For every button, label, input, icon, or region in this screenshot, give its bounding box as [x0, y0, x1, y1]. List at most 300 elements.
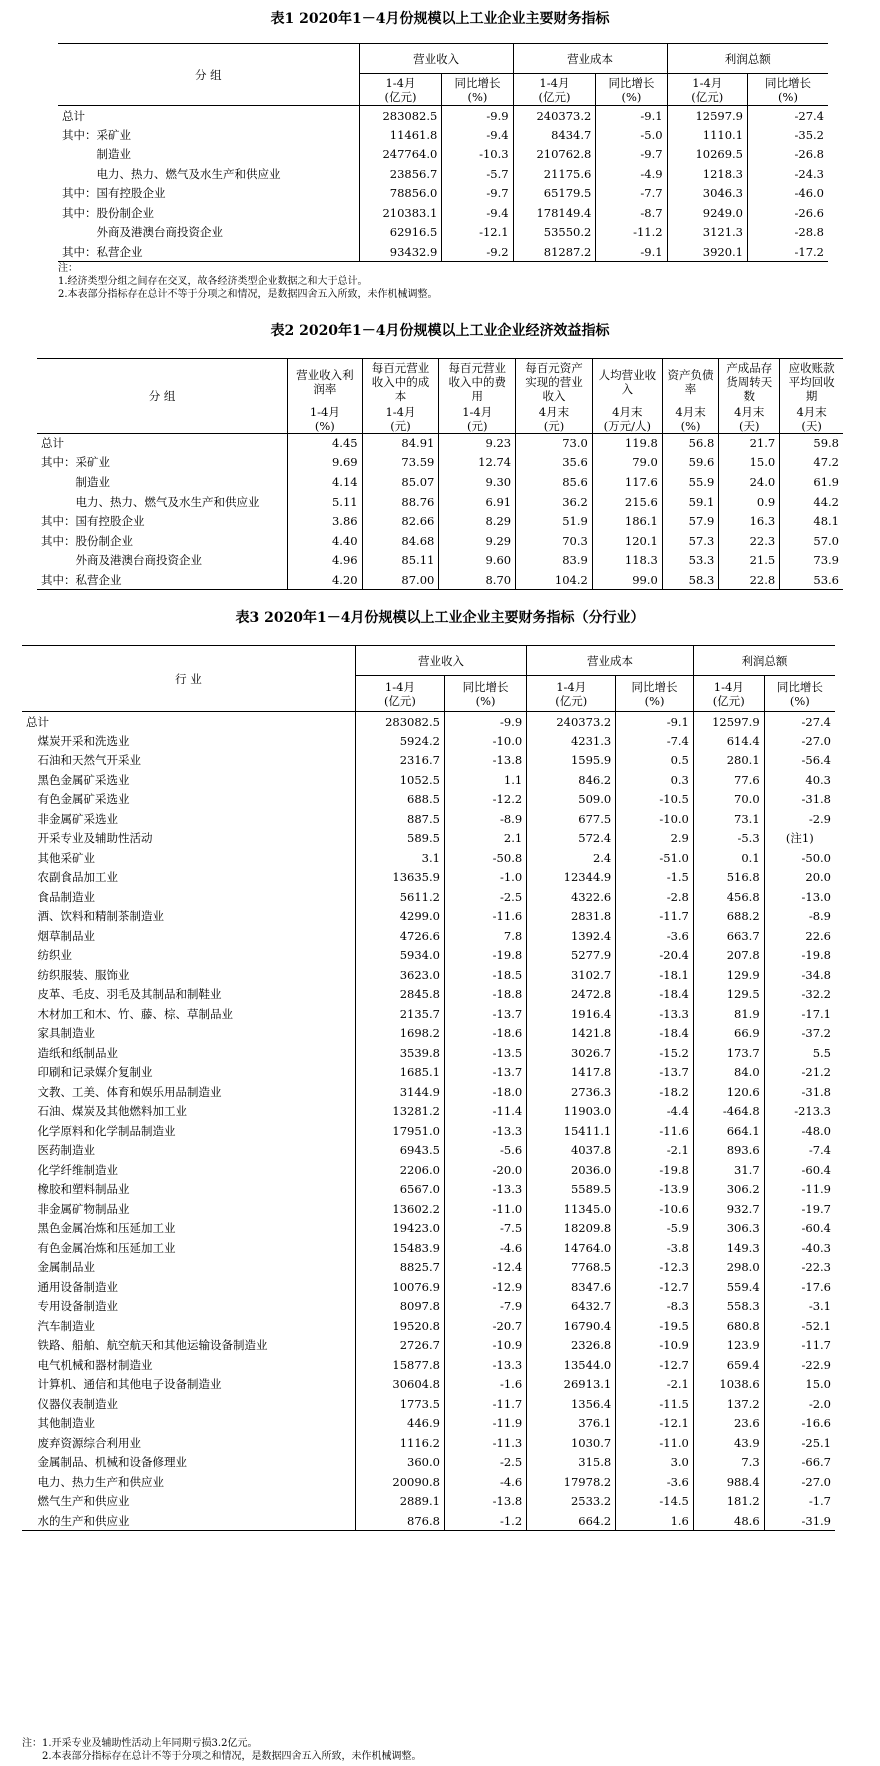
row-label: 其中：国有控股企业 — [62, 186, 166, 201]
cell-value: -5.0 — [596, 125, 667, 145]
row-label: 其中：采矿业 — [41, 455, 110, 470]
cell-value: -1.6 — [444, 1375, 526, 1395]
cell-value: 663.7 — [693, 926, 764, 946]
row-label: 燃气生产和供应业 — [26, 1494, 130, 1509]
table-row — [22, 887, 835, 907]
column-subheader: 1-4月 (亿元) — [513, 74, 596, 106]
cell-value: 35.6 — [516, 453, 593, 473]
cell-value: -11.0 — [616, 1433, 694, 1453]
cell-value: 129.5 — [693, 985, 764, 1005]
cell-value: 0.1 — [693, 848, 764, 868]
table-row — [22, 1433, 835, 1453]
cell-value: -12.9 — [444, 1277, 526, 1297]
cell-value: -10.0 — [444, 731, 526, 751]
table-row — [22, 1394, 835, 1414]
cell-value: 11461.8 — [359, 125, 442, 145]
cell-value: 22.3 — [719, 531, 780, 551]
cell-value: -213.3 — [764, 1102, 835, 1122]
cell-value: 81287.2 — [513, 242, 596, 262]
cell-value: 1116.2 — [355, 1433, 444, 1453]
cell-value: 1.6 — [616, 1511, 694, 1531]
cell-value: (注1) — [764, 829, 835, 849]
cell-value: 887.5 — [355, 809, 444, 829]
cell-value: 0.5 — [616, 751, 694, 771]
table1-header-revenue: 营业收入 — [359, 44, 513, 74]
column-subheader: 1-4月 (%) — [288, 405, 363, 434]
cell-value: -18.2 — [616, 1082, 694, 1102]
table-row — [58, 184, 828, 204]
cell-value: 456.8 — [693, 887, 764, 907]
cell-value: 210383.1 — [359, 203, 442, 223]
cell-value: 36.2 — [516, 492, 593, 512]
cell-value: -18.0 — [444, 1082, 526, 1102]
cell-value: 240373.2 — [527, 712, 616, 732]
table-row — [22, 848, 835, 868]
cell-value: -7.4 — [764, 1141, 835, 1161]
cell-value: 2.1 — [444, 829, 526, 849]
cell-value: 15.0 — [764, 1375, 835, 1395]
cell-value: 3144.9 — [355, 1082, 444, 1102]
table1-header-cost: 营业成本 — [513, 44, 667, 74]
row-label: 酒、饮料和精制茶制造业 — [26, 909, 164, 924]
cell-value: 53550.2 — [513, 223, 596, 243]
cell-value: 137.2 — [693, 1394, 764, 1414]
cell-value: 846.2 — [527, 770, 616, 790]
cell-value: 56.8 — [662, 433, 718, 453]
table-row — [37, 531, 843, 551]
cell-value: -18.1 — [616, 965, 694, 985]
cell-value: -2.1 — [616, 1141, 694, 1161]
cell-value: -1.0 — [444, 868, 526, 888]
row-label: 其他制造业 — [26, 1416, 95, 1431]
cell-value: 2736.3 — [527, 1082, 616, 1102]
note-line: 2.本表部分指标存在总计不等于分项之和情况，是数据四舍五入所致，未作机械调整。 — [22, 1751, 422, 1762]
column-header: 人均营业收入 — [592, 359, 662, 405]
cell-value: -11.9 — [444, 1414, 526, 1434]
cell-value: -7.9 — [444, 1297, 526, 1317]
cell-value: 22.6 — [764, 926, 835, 946]
cell-value: 516.8 — [693, 868, 764, 888]
cell-value: -51.0 — [616, 848, 694, 868]
cell-value: -9.1 — [596, 242, 667, 262]
table-row — [22, 1063, 835, 1083]
table-row — [58, 106, 828, 126]
cell-value: 43.9 — [693, 1433, 764, 1453]
table2 — [37, 358, 843, 590]
cell-value: 178149.4 — [513, 203, 596, 223]
cell-value: 1110.1 — [667, 125, 747, 145]
cell-value: 14764.0 — [527, 1238, 616, 1258]
table-row — [22, 1121, 835, 1141]
cell-value: 893.6 — [693, 1141, 764, 1161]
cell-value: -25.1 — [764, 1433, 835, 1453]
table-row — [58, 145, 828, 165]
cell-value: -3.6 — [616, 1472, 694, 1492]
cell-value: 5924.2 — [355, 731, 444, 751]
cell-value: 17978.2 — [527, 1472, 616, 1492]
table-row — [22, 1316, 835, 1336]
cell-value: 5.11 — [288, 492, 363, 512]
cell-value: 12597.9 — [693, 712, 764, 732]
column-subheader: 同比增长 (%) — [748, 74, 829, 106]
cell-value: -20.7 — [444, 1316, 526, 1336]
cell-value: 85.6 — [516, 472, 593, 492]
cell-value: -7.4 — [616, 731, 694, 751]
cell-value: -18.8 — [444, 985, 526, 1005]
table1-notes — [58, 262, 438, 301]
cell-value: 559.4 — [693, 1277, 764, 1297]
cell-value: 83.9 — [516, 551, 593, 571]
table-row — [22, 946, 835, 966]
column-subheader: 4月末 (天) — [780, 405, 843, 434]
cell-value: -13.3 — [616, 1004, 694, 1024]
cell-value: -56.4 — [764, 751, 835, 771]
cell-value: 82.66 — [362, 511, 439, 531]
cell-value: -11.3 — [444, 1433, 526, 1453]
row-label: 金属制品业 — [26, 1260, 95, 1275]
cell-value: 5589.5 — [527, 1180, 616, 1200]
cell-value: 59.6 — [662, 453, 718, 473]
table-row — [22, 985, 835, 1005]
cell-value: 9.23 — [439, 433, 516, 453]
cell-value: 73.1 — [693, 809, 764, 829]
cell-value: 62916.5 — [359, 223, 442, 243]
note-line: 注：1.开采专业及辅助性活动上年同期亏损3.2亿元。 — [22, 1738, 258, 1749]
column-header: 每百元营业收入中的成本 — [362, 359, 439, 405]
cell-value: 120.6 — [693, 1082, 764, 1102]
row-label: 通用设备制造业 — [26, 1279, 118, 1294]
cell-value: 10269.5 — [667, 145, 747, 165]
cell-value: 1773.5 — [355, 1394, 444, 1414]
cell-value: 15483.9 — [355, 1238, 444, 1258]
cell-value: 186.1 — [592, 511, 662, 531]
cell-value: 18209.8 — [527, 1219, 616, 1239]
cell-value: 79.0 — [592, 453, 662, 473]
row-label: 总计 — [62, 108, 85, 123]
column-subheader: 4月末 (元) — [516, 405, 593, 434]
cell-value: -13.3 — [444, 1355, 526, 1375]
cell-value: 85.07 — [362, 472, 439, 492]
table-row — [22, 1160, 835, 1180]
table-row — [22, 809, 835, 829]
column-header: 资产负债率 — [662, 359, 718, 405]
table3 — [22, 645, 835, 1531]
row-label: 石油和天然气开采业 — [26, 753, 141, 768]
cell-value: 123.9 — [693, 1336, 764, 1356]
cell-value: -12.2 — [444, 790, 526, 810]
cell-value: 664.1 — [693, 1121, 764, 1141]
cell-value: -10.9 — [616, 1336, 694, 1356]
cell-value: -52.1 — [764, 1316, 835, 1336]
cell-value: 21.7 — [719, 433, 780, 453]
row-label: 有色金属矿采选业 — [26, 792, 130, 807]
cell-value: 3121.3 — [667, 223, 747, 243]
row-label: 烟草制品业 — [26, 928, 95, 943]
cell-value: 118.3 — [592, 551, 662, 571]
cell-value: -9.9 — [442, 106, 513, 126]
cell-value: -464.8 — [693, 1102, 764, 1122]
column-subheader: 同比增长 (%) — [596, 74, 667, 106]
row-label: 其中：私营企业 — [37, 570, 288, 590]
cell-value: 2206.0 — [355, 1160, 444, 1180]
cell-value: 30604.8 — [355, 1375, 444, 1395]
row-label: 水的生产和供应业 — [22, 1511, 355, 1531]
cell-value: 6432.7 — [527, 1297, 616, 1317]
cell-value: -34.8 — [764, 965, 835, 985]
table1-group-header: 分 组 — [58, 44, 359, 106]
cell-value: 4037.8 — [527, 1141, 616, 1161]
cell-value: 0.9 — [719, 492, 780, 512]
table3-group-header: 行 业 — [22, 646, 355, 712]
cell-value: 65179.5 — [513, 184, 596, 204]
row-label: 木材加工和木、竹、藤、棕、草制品业 — [26, 1006, 233, 1021]
cell-value: 73.59 — [362, 453, 439, 473]
cell-value: 9.30 — [439, 472, 516, 492]
cell-value: 73.0 — [516, 433, 593, 453]
cell-value: -3.1 — [764, 1297, 835, 1317]
row-label: 制造业 — [41, 474, 110, 489]
row-label: 黑色金属冶炼和压延加工业 — [26, 1221, 176, 1236]
cell-value: 129.9 — [693, 965, 764, 985]
cell-value: -26.8 — [748, 145, 829, 165]
cell-value: 1038.6 — [693, 1375, 764, 1395]
cell-value: 93432.9 — [359, 242, 442, 262]
cell-value: -19.8 — [444, 946, 526, 966]
table-row — [22, 1004, 835, 1024]
row-label: 仪器仪表制造业 — [26, 1396, 118, 1411]
cell-value: 283082.5 — [359, 106, 442, 126]
cell-value: 2845.8 — [355, 985, 444, 1005]
cell-value: 9249.0 — [667, 203, 747, 223]
row-label: 电力、热力、燃气及水生产和供应业 — [41, 494, 260, 509]
table-row — [22, 1238, 835, 1258]
cell-value: 4299.0 — [355, 907, 444, 927]
cell-value: 4726.6 — [355, 926, 444, 946]
cell-value: 149.3 — [693, 1238, 764, 1258]
cell-value: 21.5 — [719, 551, 780, 571]
cell-value: 5277.9 — [527, 946, 616, 966]
cell-value: 1356.4 — [527, 1394, 616, 1414]
cell-value: 2533.2 — [527, 1492, 616, 1512]
cell-value: -13.3 — [444, 1121, 526, 1141]
cell-value: -27.4 — [764, 712, 835, 732]
cell-value: 664.2 — [527, 1511, 616, 1531]
cell-value: 2889.1 — [355, 1492, 444, 1512]
cell-value: -7.5 — [444, 1219, 526, 1239]
cell-value: -13.9 — [616, 1180, 694, 1200]
row-label: 计算机、通信和其他电子设备制造业 — [26, 1377, 222, 1392]
table-row — [22, 751, 835, 771]
table-row — [22, 829, 835, 849]
cell-value: 6567.0 — [355, 1180, 444, 1200]
cell-value: 4.96 — [288, 551, 363, 571]
cell-value: 1698.2 — [355, 1024, 444, 1044]
row-label: 电力、热力、燃气及水生产和供应业 — [62, 166, 281, 181]
cell-value: 3539.8 — [355, 1043, 444, 1063]
cell-value: 13544.0 — [527, 1355, 616, 1375]
cell-value: 173.7 — [693, 1043, 764, 1063]
column-subheader: 同比增长 (%) — [764, 676, 835, 712]
cell-value: -13.7 — [444, 1063, 526, 1083]
cell-value: 572.4 — [527, 829, 616, 849]
cell-value: -12.4 — [444, 1258, 526, 1278]
cell-value: -16.6 — [764, 1414, 835, 1434]
cell-value: 210762.8 — [513, 145, 596, 165]
cell-value: 659.4 — [693, 1355, 764, 1375]
table-row — [22, 1219, 835, 1239]
cell-value: -24.3 — [748, 164, 829, 184]
cell-value: 2135.7 — [355, 1004, 444, 1024]
cell-value: -11.6 — [444, 907, 526, 927]
table-row — [22, 1414, 835, 1434]
table-row — [22, 1024, 835, 1044]
cell-value: 48.6 — [693, 1511, 764, 1531]
cell-value: -9.7 — [442, 184, 513, 204]
row-label: 其他采矿业 — [26, 850, 95, 865]
cell-value: 59.8 — [780, 433, 843, 453]
table2-body — [37, 433, 843, 590]
cell-value: -66.7 — [764, 1453, 835, 1473]
cell-value: 13635.9 — [355, 868, 444, 888]
cell-value: 44.2 — [780, 492, 843, 512]
table3-title: 表3 2020年1－4月份规模以上工业企业主要财务指标（分行业） — [235, 610, 645, 626]
cell-value: 215.6 — [592, 492, 662, 512]
cell-value: 66.9 — [693, 1024, 764, 1044]
cell-value: 283082.5 — [355, 712, 444, 732]
cell-value: 11903.0 — [527, 1102, 616, 1122]
cell-value: -5.3 — [693, 829, 764, 849]
cell-value: 5611.2 — [355, 887, 444, 907]
table-row — [22, 1082, 835, 1102]
cell-value: 1417.8 — [527, 1063, 616, 1083]
row-label: 农副食品加工业 — [26, 870, 118, 885]
cell-value: 24.0 — [719, 472, 780, 492]
cell-value: 240373.2 — [513, 106, 596, 126]
cell-value: 298.0 — [693, 1258, 764, 1278]
cell-value: 3.1 — [355, 848, 444, 868]
column-header: 每百元营业收入中的费用 — [439, 359, 516, 405]
table1-title: 表1 2020年1－4月份规模以上工业企业主要财务指标 — [270, 11, 610, 27]
cell-value: 84.0 — [693, 1063, 764, 1083]
cell-value: -2.5 — [444, 1453, 526, 1473]
cell-value: -2.1 — [616, 1375, 694, 1395]
column-subheader: 4月末 (天) — [719, 405, 780, 434]
cell-value: 4.40 — [288, 531, 363, 551]
table1-header-profit: 利润总额 — [667, 44, 828, 74]
cell-value: 53.6 — [780, 570, 843, 590]
cell-value: 87.00 — [362, 570, 439, 590]
note-line: 注： — [58, 263, 78, 274]
cell-value: -11.4 — [444, 1102, 526, 1122]
cell-value: -8.3 — [616, 1297, 694, 1317]
cell-value: 21175.6 — [513, 164, 596, 184]
cell-value: 70.3 — [516, 531, 593, 551]
cell-value: -37.2 — [764, 1024, 835, 1044]
column-header: 应收账款平均回收期 — [780, 359, 843, 405]
table-row — [22, 1199, 835, 1219]
table-row — [58, 223, 828, 243]
column-header: 营业收入利润率 — [288, 359, 363, 405]
row-label: 其中：采矿业 — [62, 127, 131, 142]
cell-value: 2316.7 — [355, 751, 444, 771]
cell-value: -4.6 — [444, 1238, 526, 1258]
cell-value: -12.7 — [616, 1277, 694, 1297]
cell-value: 1595.9 — [527, 751, 616, 771]
cell-value: 1.1 — [444, 770, 526, 790]
cell-value: 315.8 — [527, 1453, 616, 1473]
table-row — [22, 1141, 835, 1161]
cell-value: -5.7 — [442, 164, 513, 184]
cell-value: 3046.3 — [667, 184, 747, 204]
cell-value: -18.4 — [616, 1024, 694, 1044]
cell-value: -27.0 — [764, 1472, 835, 1492]
table-row — [22, 1355, 835, 1375]
cell-value: -19.7 — [764, 1199, 835, 1219]
cell-value: 4.14 — [288, 472, 363, 492]
cell-value: 73.9 — [780, 551, 843, 571]
cell-value: 1052.5 — [355, 770, 444, 790]
cell-value: 22.8 — [719, 570, 780, 590]
row-label: 煤炭开采和洗选业 — [26, 733, 130, 748]
cell-value: 5934.0 — [355, 946, 444, 966]
cell-value: 207.8 — [693, 946, 764, 966]
row-label: 石油、煤炭及其他燃料加工业 — [26, 1104, 187, 1119]
table-row — [22, 965, 835, 985]
cell-value: -9.9 — [444, 712, 526, 732]
cell-value: 20.0 — [764, 868, 835, 888]
table3-header-cost: 营业成本 — [527, 646, 694, 676]
column-subheader: 同比增长 (%) — [442, 74, 513, 106]
cell-value: 876.8 — [355, 1511, 444, 1531]
cell-value: 15877.8 — [355, 1355, 444, 1375]
cell-value: 61.9 — [780, 472, 843, 492]
cell-value: -18.5 — [444, 965, 526, 985]
cell-value: 117.6 — [592, 472, 662, 492]
cell-value: 51.9 — [516, 511, 593, 531]
cell-value: 13602.2 — [355, 1199, 444, 1219]
note-line: 1.经济类型分组之间存在交叉，故各经济类型企业数据之和大于总计。 — [58, 276, 368, 287]
cell-value: 12.74 — [439, 453, 516, 473]
cell-value: 12344.9 — [527, 868, 616, 888]
row-label: 造纸和纸制品业 — [26, 1045, 118, 1060]
cell-value: -10.0 — [616, 809, 694, 829]
cell-value: -20.4 — [616, 946, 694, 966]
table-row — [58, 203, 828, 223]
cell-value: -11.6 — [616, 1121, 694, 1141]
cell-value: -9.4 — [442, 203, 513, 223]
row-label: 总计 — [41, 436, 64, 451]
table-row — [22, 1375, 835, 1395]
column-subheader: 4月末 (%) — [662, 405, 718, 434]
column-header: 产成品存货周转天数 — [719, 359, 780, 405]
cell-value: 70.0 — [693, 790, 764, 810]
row-label: 非金属矿物制品业 — [26, 1201, 130, 1216]
cell-value: 1685.1 — [355, 1063, 444, 1083]
cell-value: 932.7 — [693, 1199, 764, 1219]
row-label: 化学原料和化学制品制造业 — [26, 1123, 176, 1138]
table-row — [22, 1180, 835, 1200]
cell-value: -10.5 — [616, 790, 694, 810]
cell-value: 8097.8 — [355, 1297, 444, 1317]
cell-value: 12597.9 — [667, 106, 747, 126]
table-row — [22, 1453, 835, 1473]
column-subheader: 1-4月 (亿元) — [527, 676, 616, 712]
row-label: 金属制品、机械和设备修理业 — [26, 1455, 187, 1470]
table1 — [58, 43, 828, 262]
cell-value: 3.86 — [288, 511, 363, 531]
cell-value: -5.6 — [444, 1141, 526, 1161]
cell-value: -7.7 — [596, 184, 667, 204]
